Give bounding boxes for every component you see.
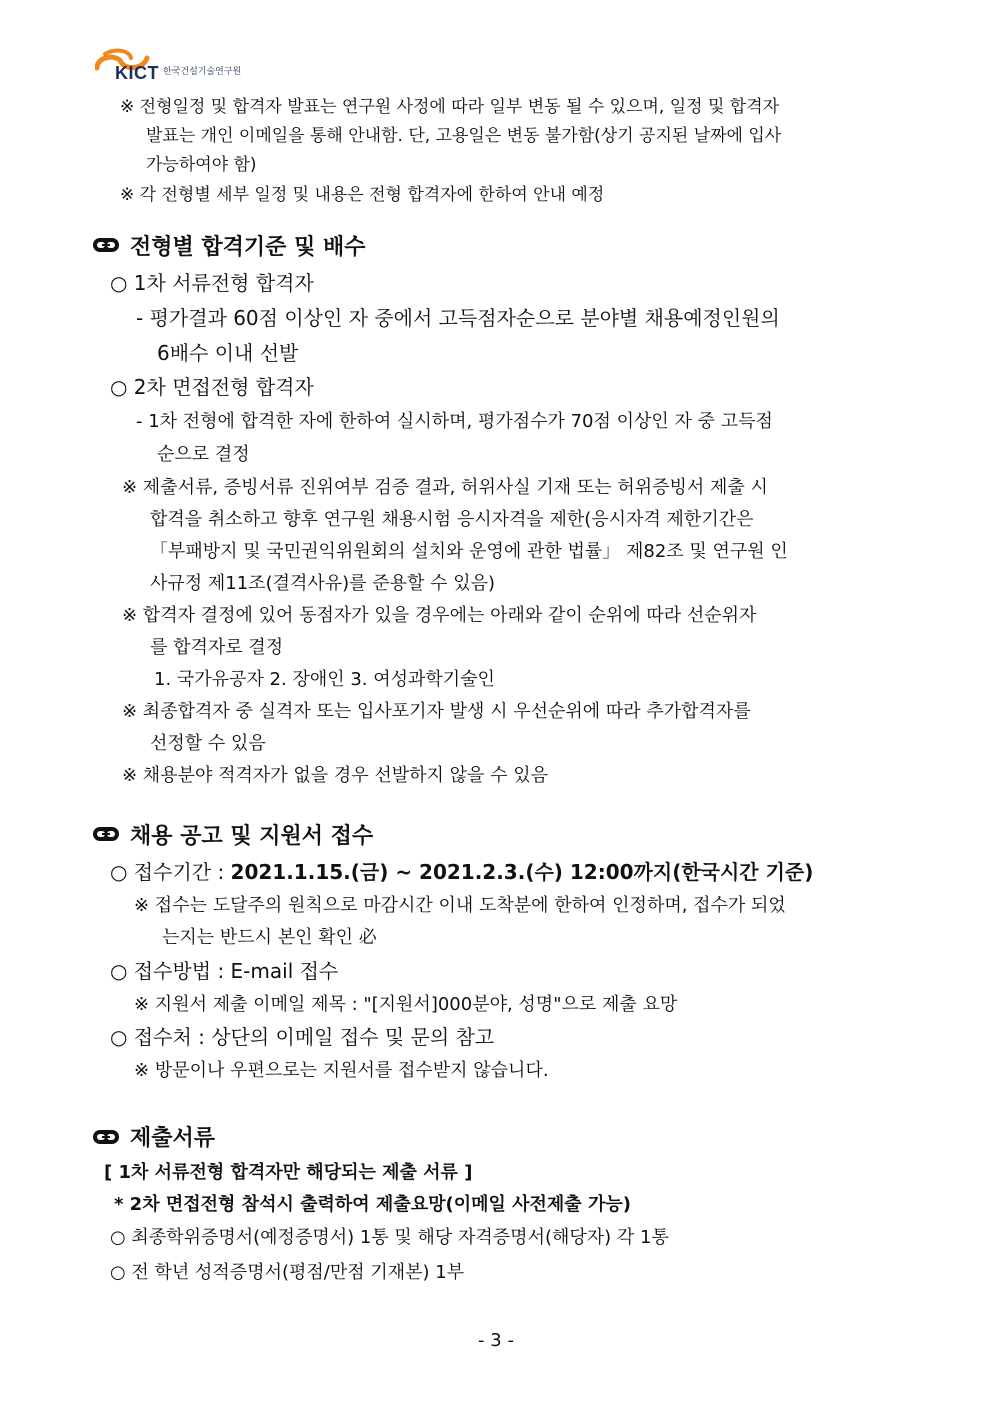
list-item: ○ 전 학년 성적증명서(평점/만점 기재본) 1부 — [110, 1262, 465, 1283]
note-line: 선정할 수 있음 — [150, 733, 266, 754]
note-line: ※ 각 전형별 세부 일정 및 내용은 전형 합격자에 한하여 안내 예정 — [120, 185, 605, 205]
subsection-note: * 2차 면접전형 참석시 출력하여 제출요망(이메일 사전제출 가능) — [114, 1194, 631, 1215]
note-line: 사규정 제11조(결격사유)를 준용할 수 있음) — [150, 573, 496, 594]
note-line: 합격을 취소하고 향후 연구원 채용시험 응시자격을 제한(응시자격 제한기간은 — [150, 509, 754, 530]
note-line: ※ 접수는 도달주의 원칙으로 마감시간 이내 도착분에 한하여 인정하며, 접수가 되었 — [134, 895, 786, 916]
list-item: - 1차 전형에 합격한 자에 한하여 실시하며, 평가점수가 70점 이상인 자 중 고득점 — [136, 411, 773, 432]
list-item: ○ 접수방법 : E-mail 접수 — [110, 959, 339, 983]
logo-text: KICT — [115, 63, 159, 83]
link-icon — [92, 824, 120, 844]
list-item: ○ 접수처 : 상단의 이메일 접수 및 문의 참고 — [110, 1025, 495, 1049]
list-item: 순으로 결정 — [157, 444, 250, 465]
list-item: - 평가결과 60점 이상인 자 중에서 고득점자순으로 분야별 채용예정인원의 — [136, 306, 780, 330]
section-title: 채용 공고 및 지원서 접수 — [130, 824, 374, 849]
note-line: ※ 지원서 제출 이메일 제목 : "[지원서]000분야, 성명"으로 제출 요망 — [134, 994, 678, 1015]
section-title: 전형별 합격기준 및 배수 — [130, 235, 366, 260]
note-line: ※ 채용분야 적격자가 없을 경우 선발하지 않을 수 있음 — [122, 765, 549, 786]
note-line: 1. 국가유공자 2. 장애인 3. 여성과학기술인 — [154, 669, 495, 690]
period-value: 2021.1.15.(금) ~ 2021.2.3.(수) 12:00까지(한국시간 기준) — [230, 860, 814, 884]
page-number: - 3 - — [478, 1330, 514, 1351]
note-line: 「부패방지 및 국민권익위원회의 설치와 운영에 관한 법률」 제82조 및 연구원 인 — [150, 541, 788, 562]
note-line: ※ 최종합격자 중 실격자 또는 입사포기자 발생 시 우선순위에 따라 추가합격자를 — [122, 701, 751, 722]
note-line: ※ 합격자 결정에 있어 동점자가 있을 경우에는 아래와 같이 순위에 따라 선순위자 — [122, 605, 757, 626]
list-item: ○ 2차 면접전형 합격자 — [110, 375, 314, 399]
list-item: ○ 최종학위증명서(예정증명서) 1통 및 해당 자격증명서(해당자) 각 1통 — [110, 1227, 669, 1248]
link-icon — [92, 1127, 120, 1147]
note-line: 가능하여야 함) — [146, 155, 257, 175]
note-line: ※ 전형일정 및 합격자 발표는 연구원 사정에 따라 일부 변동 될 수 있으며, 일정 및 합격자 — [120, 97, 780, 117]
kict-logo — [95, 46, 265, 82]
link-icon — [92, 235, 120, 255]
list-item: ○ 1차 서류전형 합격자 — [110, 271, 314, 295]
note-line: 를 합격자로 결정 — [150, 637, 284, 658]
note-line: 발표는 개인 이메일을 통해 안내함. 단, 고용일은 변동 불가함(상기 공지된 날짜에 입사 — [146, 126, 782, 146]
list-item — [110, 856, 813, 885]
note-line: 는지는 반드시 본인 확인 必 — [162, 927, 377, 948]
subsection-title: [ 1차 서류전형 합격자만 해당되는 제출 서류 ] — [104, 1162, 473, 1183]
section-title: 제출서류 — [130, 1126, 216, 1151]
note-line: ※ 방문이나 우편으로는 지원서를 접수받지 않습니다. — [134, 1060, 549, 1081]
list-item: 6배수 이내 선발 — [157, 341, 299, 365]
period-label: ○ 접수기간 : — [110, 860, 231, 884]
org-name: 한국건설기술연구원 — [163, 67, 242, 77]
note-line: ※ 제출서류, 증빙서류 진위여부 검증 결과, 허위사실 기재 또는 허위증빙서 제출 시 — [122, 477, 768, 498]
